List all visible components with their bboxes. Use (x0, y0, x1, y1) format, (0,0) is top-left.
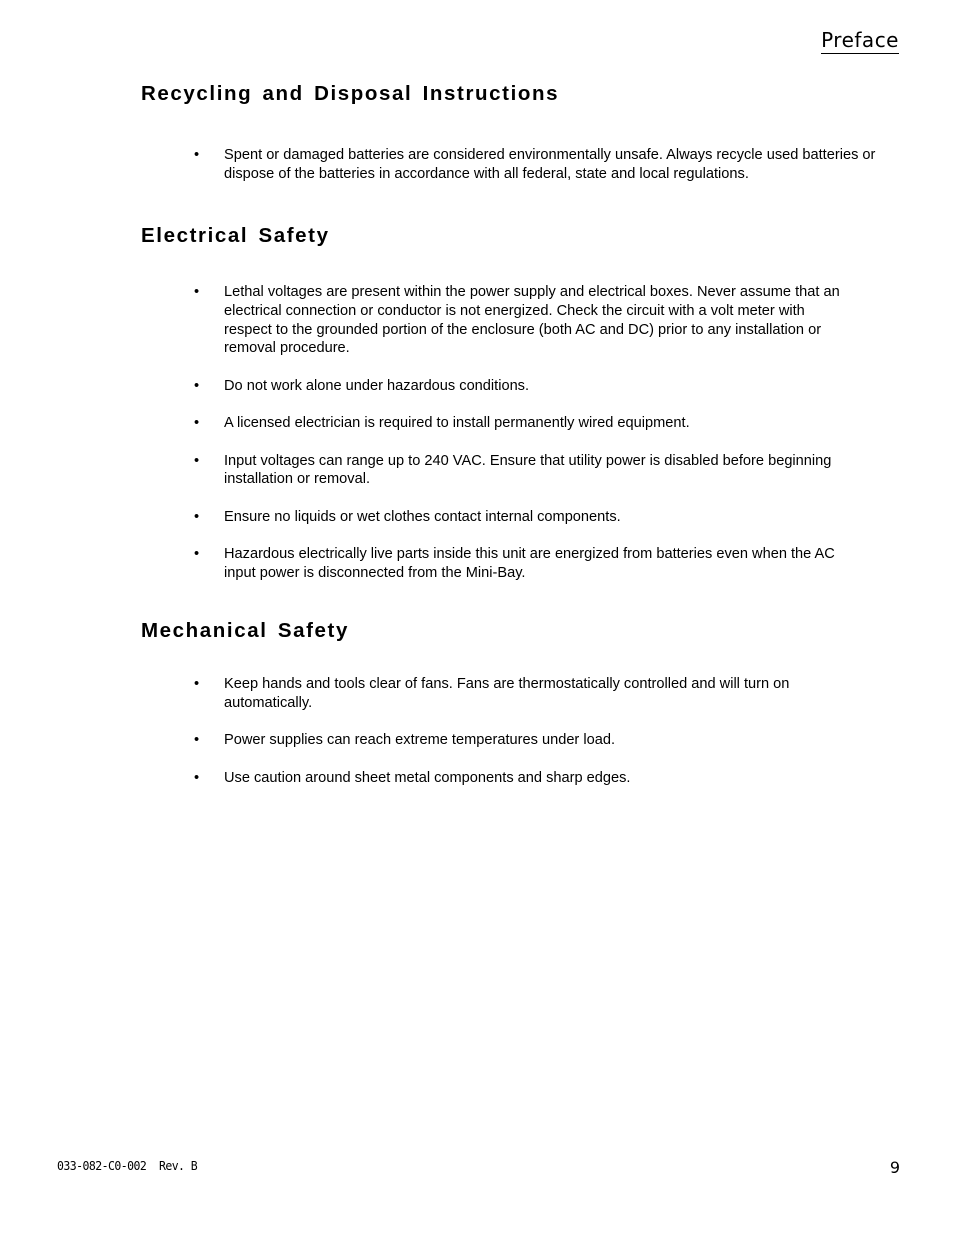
list-item (194, 377, 874, 396)
section-heading-mechanical: Mechanical Safety (141, 619, 349, 642)
list-item-text: Ensure no liquids or wet clothes contact internal components. (224, 508, 621, 525)
section-heading-electrical: Electrical Safety (141, 224, 330, 247)
list-item-text: Lethal voltages are present within the power supply and electrical boxes. Never assume that an electrical connection or conductor is not energized. Check the circuit with a volt meter with respect to the grounded portion of the enclosure (both AC and DC) prior to any installation or removal procedure. (224, 284, 840, 357)
document-number: 033-082-C0-002 Rev. B (57, 1158, 198, 1173)
bullet-icon: • (194, 147, 200, 163)
bullet-icon: • (194, 452, 200, 469)
list-item-text: Input voltages can range up to 240 VAC. Ensure that utility power is disabled before beginning installation or removal. (224, 452, 832, 488)
list-item-text: Power supplies can reach extreme temperatures under load. (224, 732, 615, 749)
list-item (194, 452, 874, 490)
mechanical-list (194, 675, 874, 787)
bullet-icon: • (194, 769, 200, 786)
list-item-text: Keep hands and tools clear of fans. Fans are thermostatically controlled and will turn on automatically. (224, 676, 790, 711)
bullet-icon: • (194, 546, 200, 563)
bullet-icon: • (194, 377, 200, 394)
list-item (194, 545, 864, 583)
section-heading-recycling: Recycling and Disposal Instructions (141, 82, 560, 105)
running-header: Preface (821, 28, 899, 52)
list-item (194, 769, 874, 788)
bullet-icon: • (194, 508, 200, 525)
list-item-text: Hazardous electrically live parts inside this unit are energized from batteries even when the AC input power is disconnected from the Mini-Bay. (224, 546, 843, 581)
list-item (194, 146, 884, 184)
bullet-icon: • (194, 415, 200, 432)
list-item-text: A licensed electrician is required to install permanently wired equipment. (224, 415, 690, 432)
electrical-list (194, 283, 874, 583)
recycling-list (194, 146, 884, 184)
list-item-text: Spent or damaged batteries are considered environmentally unsafe. Always recycle used batteries or dispose of the batteries in accordance with all federal, state and local regulations. (224, 147, 876, 182)
list-item (194, 508, 874, 527)
list-item-text: Do not work alone under hazardous conditions. (224, 377, 530, 394)
bullet-icon: • (194, 732, 200, 749)
bullet-icon: • (194, 676, 200, 692)
list-item (194, 675, 844, 713)
list-item (194, 414, 874, 433)
page-number: 9 (889, 1158, 900, 1177)
list-item-text: Use caution around sheet metal components and sharp edges. (224, 769, 631, 786)
list-item (194, 731, 874, 750)
bullet-icon: • (194, 284, 200, 300)
list-item (194, 283, 844, 358)
